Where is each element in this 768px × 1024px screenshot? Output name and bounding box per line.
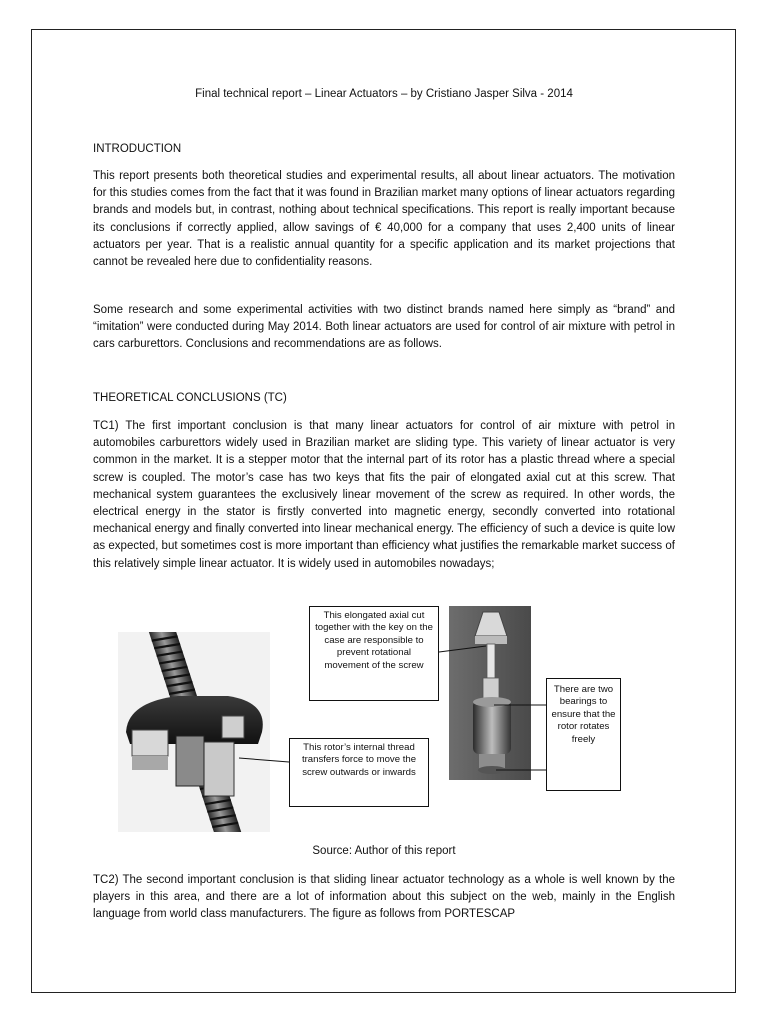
introduction-paragraph-2: Some research and some experimental activities with two distinct brands named here simply as “brand” and “imitation” were conducted during May 2014. Both linear actuators are used for control of air mixture with petrol in cars carburettors. Conclusions and recommendations are as follows. — [93, 304, 675, 351]
theoretical-conclusions-heading: THEORETICAL CONCLUSIONS (TC) — [93, 392, 287, 404]
tc1-paragraph: TC1) The first important conclusion is that many linear actuators for control of air mixture with petrol in automobiles carburettors widely used in Brazilian market are sliding type. This variety of linear actuator is very common in the market. It is a stepper motor that the internal part of its rotor has a plastic thread where a special screw is coupled. The motor’s case has two keys that fits the pair of elongated axial cut at this screw. That mechanical system guarantees the exclusively linear movement of the screw as required. In other words, the electrical energy in the stator is firstly converted into magnetic energy, secondly converted into rotational mechanical energy and finally converted into linear mechanical energy. The efficiency of such a device is quite low as expected, but sometimes cost is more important than efficiency what justifies the remarkable market success of this relatively simple linear actuator. It is widely used in automobiles nowadays; — [93, 420, 675, 570]
leader-line-thread — [239, 758, 289, 762]
figure-source-caption: Source: Author of this report — [312, 845, 456, 857]
introduction-paragraph-1: This report presents both theoretical studies and experimental results, all about linear actuators. The motivation for this studies comes from the fact that it was found in Brazilian market many options of linear actuators regarding brands and models but, in contrast, nothing about technical specifications. This report is really important because its conclusions if correctly applied, allow savings of € 40,000 for a company that uses 2,400 units of linear actuators per year. That is a realistic annual quantity for a specific application and its market projections that cannot be revealed here due to confidentiality reasons. — [93, 170, 675, 269]
callout-rotor-internal-thread: This rotor’s internal thread transfers force to move the screw outwards or inwards — [289, 738, 429, 807]
introduction-heading: INTRODUCTION — [93, 143, 182, 155]
callout-elongated-axial-cut: This elongated axial cut together with the key on the case are responsible to prevent rotational movement of the screw — [309, 606, 439, 701]
callout-two-bearings: There are two bearings to ensure that the rotor rotates freely — [546, 678, 621, 791]
tc2-paragraph: TC2) The second important conclusion is that sliding linear actuator technology as a whole is well known by the players in this area, and there are a lot of information about this subject on the web, mainly in the English language from world class manufacturers. The figure as follows from PORTESCAP — [93, 874, 675, 921]
document-title: Final technical report – Linear Actuators – by Cristiano Jasper Silva - 2014 — [195, 88, 573, 100]
leader-line-cut — [439, 646, 486, 652]
